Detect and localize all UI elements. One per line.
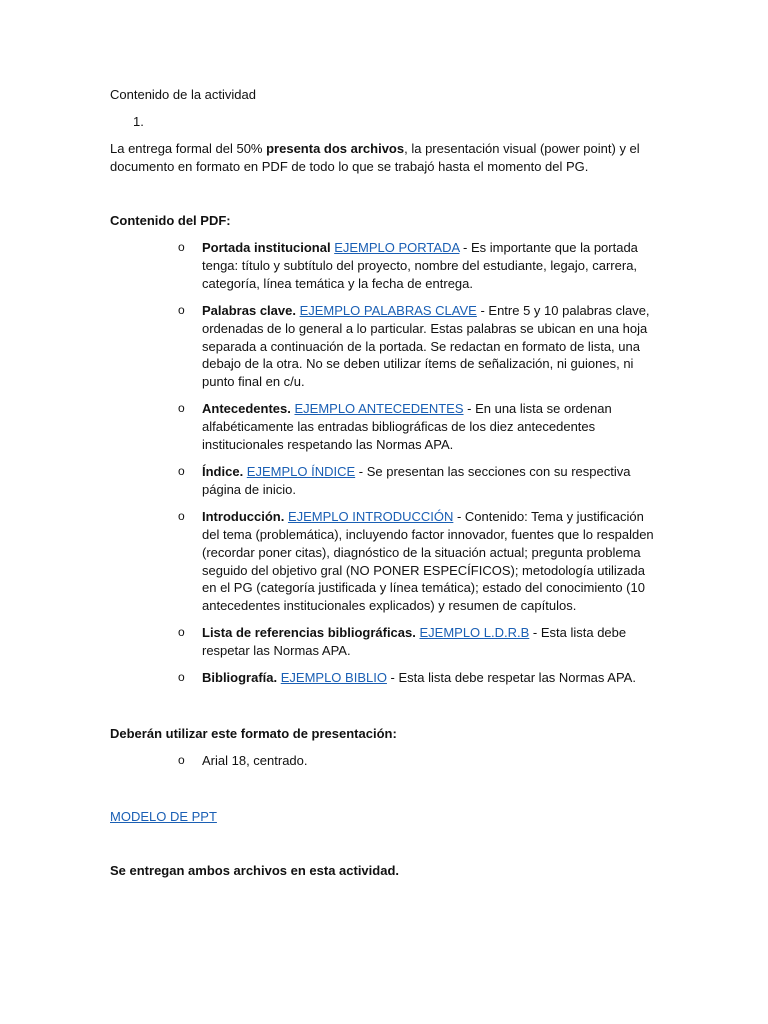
list-item [178, 400, 660, 454]
item-text: - Esta lista debe respetar las Normas APA. [202, 625, 627, 659]
item-text: - Entre 5 y 10 palabras clave, ordenadas de lo general a lo particular. Estas palabras se ubican en una hoja separada a continuación de la portada. Se redactan en formato de lista, una debajo de la otra. No se deben utilizar ítems de señalización, ni guiones, ni punto final en c/u. [202, 302, 650, 390]
item-text: - En una lista se ordenan alfabéticamente las entradas bibliográficas de los diez antecedentes institucionales respetando las Normas APA. [202, 401, 612, 453]
item-text: - Contenido: Tema y justificación del tema (problemática), incluyendo factor innovador, fuentes que lo respalden (recordar poner citas), diagnóstico de la situación actual; pregunta problema seguido del objetivo gral (NO PONER ESPECÍFICOS); metodología utilizada en el PG (categoría justificada y línea temática); estado del conocimiento (10 antecedentes institucionales explicados) y resumen de capítulos. [202, 508, 654, 614]
bullet-icon: o [178, 302, 185, 317]
intro-prefix: La entrega formal del 50% [110, 141, 267, 156]
list-item [178, 302, 660, 392]
item-label: Portada institucional [202, 240, 335, 255]
pdf-content-list [178, 239, 660, 696]
list-item [178, 624, 660, 660]
ejemplo-biblio-link[interactable]: EJEMPLO BIBLIO [280, 670, 387, 686]
list-item [178, 669, 660, 687]
ejemplo-antecedentes-link[interactable]: EJEMPLO ANTECEDENTES [294, 401, 464, 417]
intro-suffix: , la presentación visual (power point) y el documento en formato en PDF de todo lo que se trabajó hasta el momento del PG. [110, 141, 640, 174]
ejemplo-introduccion-link[interactable]: EJEMPLO INTRODUCCIÓN [287, 508, 454, 524]
modelo-ppt-link[interactable]: MODELO DE PPT [110, 809, 217, 824]
ejemplo-ldrb-link[interactable]: EJEMPLO L.D.R.B [419, 625, 530, 641]
format-heading: Deberán utilizar este formato de presentación: [110, 726, 397, 741]
item-label: Introducción. [202, 508, 288, 524]
list-item [178, 508, 660, 615]
list-number: 1. [133, 114, 144, 129]
list-item [178, 752, 660, 770]
bullet-icon: o [178, 240, 185, 254]
bullet-icon: o [178, 625, 185, 640]
page-title: Contenido de la actividad [110, 87, 256, 102]
item-label: Índice. [202, 463, 247, 479]
intro-bold: presenta dos archivos [266, 141, 405, 156]
item-label: Bibliografía. [202, 670, 281, 686]
item-text: - Es importante que la portada tenga: título y subtítulo del proyecto, nombre del estudiante, legajo, carrera, categoría, línea temática y la fecha de entrega. [202, 240, 638, 291]
bullet-icon: o [178, 670, 185, 685]
item-text: - Se presentan las secciones con su respectiva página de inicio. [202, 463, 631, 497]
item-text: Arial 18, centrado. [202, 753, 308, 768]
bullet-icon: o [178, 753, 185, 767]
item-label: Lista de referencias bibliográficas. [202, 625, 420, 641]
format-list [178, 752, 660, 779]
item-label: Antecedentes. [202, 401, 295, 417]
item-label: Palabras clave. [202, 302, 300, 318]
intro-paragraph [110, 140, 650, 176]
pdf-content-heading: Contenido del PDF: [110, 213, 231, 228]
bullet-icon: o [178, 508, 185, 523]
bullet-icon: o [178, 401, 185, 416]
closing-note: Se entregan ambos archivos en esta actividad. [110, 863, 400, 878]
list-item [178, 239, 660, 293]
ejemplo-palabras-clave-link[interactable]: EJEMPLO PALABRAS CLAVE [299, 302, 477, 318]
ejemplo-portada-link[interactable]: EJEMPLO PORTADA [334, 240, 460, 255]
item-text: - Esta lista debe respetar las Normas APA. [386, 670, 636, 686]
ejemplo-indice-link[interactable]: EJEMPLO ÍNDICE [246, 463, 356, 479]
list-item [178, 463, 660, 499]
bullet-icon: o [178, 463, 185, 478]
